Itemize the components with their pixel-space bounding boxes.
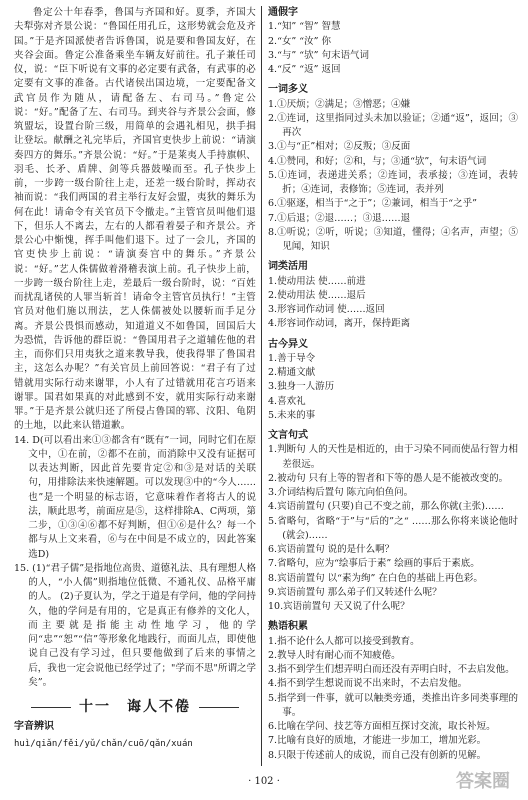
list-item: 2.被动句 只有上等的智者和下等的愚人是不能被改变的。 bbox=[268, 472, 509, 484]
list-item: 4.形容词作动词，离开，保持距离 bbox=[268, 318, 411, 330]
list-item: 9.宾语前置句 那么弟子们又转述什么呢？ bbox=[268, 586, 442, 598]
list-item: 7.比喻有良好的质地，才能进一步加工，增加光彩。 bbox=[268, 735, 487, 747]
list-item: 10.宾语前置句 天又说了什么呢？ bbox=[268, 601, 410, 612]
list-item: 3.介词结构后置句 陈亢向伯鱼问。 bbox=[268, 487, 414, 498]
list-item: 2.①连词，这里指同过头未加以验证；②通“返”，返回；③再次 bbox=[268, 112, 518, 138]
section-yiciduoyi bbox=[268, 83, 518, 254]
section-heading: 熟语积累 bbox=[268, 621, 308, 633]
title-rule-left bbox=[31, 707, 71, 708]
translation-paragraph: 鲁定公十年春季，鲁国与齐国和好。夏季，齐国大夫犁弥对齐景公说：“鲁国任用孔丘，这形势就会危及齐国。”于是齐国派使者告诉鲁国，说是要和鲁国友好，在夹谷会面。鲁定公准备乘坐车辆友好前往。孔子兼任司仪，说：“臣下听说有文事的必定要有武备，有武事的必定要有文事的准备。古代诸侯出国边境，一定要配备文武官员作为随从，请配备左、右司马。”鲁定公说：“好。”配备了左、右司马。到夹谷与齐景公会面，修筑盟坛，设置台阶三级，用简单的会遇礼相见，拱手揖让登坛。献酬之礼完毕后，齐国官吏快步上前说：“请演奏四方的舞乐。”齐景公说：“好。”于是莱夷人手持旗帜、羽毛、长矛、盾牌、剑等兵器鼓噪而至。孔子快步上前，一步跨一级台阶往上走，还差一级台阶时，挥动衣袖而说：“我们两国的君主举行友好会盟，夷狄的舞乐为何在此！请命令有关官员下令撤走。”主管官员叫他们退下，但乐人不离去，左右的人都看着晏子和齐景公。齐景公心中惭愧，挥手叫他们退下。过了一会儿，齐国的官吏快步上前说：“请演奏宫中的舞乐。”齐景公说：“好。”艺人侏儒做着滑稽表演上前。孔子快步上前，一步跨一级台阶往上走，差最后一级台阶时，说：“百姓而扰乱诸侯的人罪当斩首！请命令主管官员执行！”主管官员对他们施以刑法，艺人侏儒被处以腰斩而手足分离。齐景公畏惧而感动，知道道义不如鲁国，回国后大为恐慌，告诉他的群臣说：“鲁国用君子之道辅佐他的君主，而你们只用夷狄之道来教导我，使我得罪了鲁国君主，这怎么办呢？”有关官员上前回答说：“君子有了过错就用实际行动来谢罪，小人有了过错就用花言巧语来谢罪。国君如果真的对此感到不安，就用实际行动来谢罪。”于是齐景公就归还了所侵占鲁国的郓、汶阳、龟阴的土地，以此来认错道歉。 bbox=[14, 7, 256, 432]
list-item: 6.比喻在学问、技艺等方面相互探讨交流，取长补短。 bbox=[268, 721, 496, 732]
page-number: · 102 · bbox=[248, 776, 280, 787]
list-item: 3.指不到学生们想弄明白而还没有弄明白时，不去启发他。 bbox=[268, 664, 515, 675]
section-heading: 词类活用 bbox=[268, 261, 308, 273]
list-item: 2.教导人时有耐心而不知疲倦。 bbox=[268, 649, 401, 661]
section-heading: 古今异义 bbox=[268, 338, 308, 350]
section-cileihuoyong bbox=[268, 260, 518, 331]
list-item: 4.“反” “返” 返回 bbox=[268, 64, 341, 75]
section-shuyujilei bbox=[268, 620, 518, 763]
lesson-title bbox=[14, 700, 256, 714]
list-item: 1.①厌烦；②满足；③憎恶；④嫌 bbox=[268, 98, 411, 110]
section-heading: 文言句式 bbox=[268, 430, 308, 441]
pinyin-line: huì/qiǎn/fěi/yǔ/chǎn/cuō/qǎn/xuán bbox=[14, 738, 193, 749]
list-item: 3.“与” “欤” 句末语气词 bbox=[268, 49, 370, 61]
answer-15: 15. (1)“君子儒”是指地位高贵、道德礼法、具有理想人格的人，“小人儒”则指地位低微、不通礼仪、品格平庸的人。 (2)子夏认为，学之于道是有学问，他的学问持久，他的学问是有用的，它是真正有修养的文化人，而主要就是指能主动性地学习，他的学问“忠”“恕”“信”等形象化地践行，而面儿点，即使他说自己没有学习过，但只要他做到了后来的事情之后，我也一定会说他已经学过了；"学而不思"所谓之学矣”。 bbox=[14, 562, 256, 688]
list-item: 1.善于导令 bbox=[268, 352, 316, 364]
char-heading: 字音辨识 bbox=[14, 721, 54, 733]
list-item: 5.①连词，表递进关系；②连词，表承接；③连词，表转折；④连词，表修饰；⑤连词，表并列 bbox=[268, 169, 518, 195]
list-item: 2.“女” “汝” 你 bbox=[268, 35, 332, 47]
section-wenyanjushi bbox=[268, 429, 518, 614]
list-item: 2.使动用法 使……退后 bbox=[268, 289, 366, 301]
list-item: 3.形容词作动词 使……返回 bbox=[268, 304, 385, 315]
watermark-logo: 答案圈 bbox=[456, 771, 510, 792]
list-item: 1.判断句 人的天性是相近的，由于习染不同而使品行智力相差很远。 bbox=[268, 444, 518, 470]
title-rule-right bbox=[199, 707, 239, 708]
list-item: 6.①驱逐，相当于“之于”；②兼词，相当于“之乎” bbox=[268, 198, 477, 210]
list-item: 2.精通文献 bbox=[268, 367, 316, 378]
section-heading: 通假字 bbox=[268, 7, 298, 18]
column-divider bbox=[261, 6, 262, 766]
list-item: 4.①赞同，和好；②和，与；③通“欤”，句末语气词 bbox=[268, 155, 487, 167]
section-gujinyiyi bbox=[268, 338, 518, 424]
list-item: 4.指不到学生想说而说不出来时，不去启发他。 bbox=[268, 678, 468, 690]
right-column bbox=[268, 6, 518, 763]
list-item: 1.“知” “智” 智慧 bbox=[268, 21, 341, 33]
list-item: 1.使动用法 使……前进 bbox=[268, 275, 366, 287]
list-item: 7.省略句，应为“绘事后于素” 绘画的事后于素底。 bbox=[268, 558, 480, 570]
list-item: 8.只限于传述前人的成说，而自己没有创新的见解。 bbox=[268, 749, 487, 761]
list-item: 5.指学到一件事，就可以触类旁通，类推出许多同类事理的事。 bbox=[268, 692, 518, 718]
lesson-title-text: 十一 诲人不倦 bbox=[79, 699, 191, 715]
section-tongjiazi bbox=[268, 6, 518, 77]
list-item: 3.独身一人游历 bbox=[268, 381, 335, 393]
list-item: 8.①听说；②听，听说；③知道，懂得；④名声，声望；⑤见闻，知识 bbox=[268, 226, 518, 252]
list-item: 6.宾语前置句 说的是什么啊？ bbox=[268, 544, 395, 555]
answer-14: 14. D(可以看出来①③都含有“既有”一词，同时它们在原文中，①在前，②都不在前，而消除中又没有证据可以表达判断，因此首先要肯定②和③是对话的关联句，用排除法来快速解题。可以发现③中的“今人……也”是一个明显的标志语，它意味着作者将古人的说法，顺此思考，前面应是⑤，这样排除A、C两项，第二步，①③④⑥都不好判断，但①⑥是什么？每一个都与从上文来看，⑥与在中间是不成立的，因此答案选D) bbox=[14, 434, 256, 560]
section-heading: 一词多义 bbox=[268, 84, 308, 96]
list-item: 4.喜欢礼 bbox=[268, 395, 306, 407]
left-column bbox=[14, 6, 256, 751]
list-item: 4.宾语前置句 (只要)自己不变之前，那么你就(主张)…… bbox=[268, 501, 504, 513]
list-item: 3.①与“正”相对；②反叛；③反面 bbox=[268, 141, 411, 153]
list-item: 5.未来的事 bbox=[268, 409, 316, 421]
list-item: 1.指不论什么人都可以接受到教育。 bbox=[268, 635, 420, 647]
list-item: 5.省略句，省略“于”与“后的”之“ ……那么你将来谈论他时(就会)…… bbox=[268, 515, 518, 541]
list-item: 7.①后退；②退……；③退……退 bbox=[268, 212, 411, 224]
list-item: 8.宾语前置句 以“素为绚” 在白色的基础上再色彩。 bbox=[268, 572, 483, 584]
